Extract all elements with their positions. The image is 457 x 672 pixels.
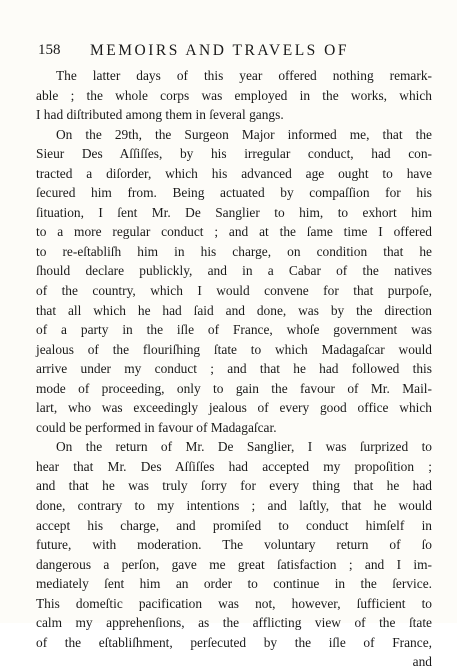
text-line: that all which he had ſaid and done, was by the direction bbox=[36, 302, 432, 318]
text-line: calm my apprehenſions, as the afflicting view of the ſtate bbox=[36, 615, 432, 631]
text-line: lart, who was exceedingly jealous of every good office which bbox=[36, 400, 432, 416]
body-text bbox=[36, 66, 432, 672]
text-line: Sieur Des Aſſiſſes, by his irregular conduct, had con- bbox=[36, 146, 432, 162]
text-line: arrive under my conduct ; and that he had followed this bbox=[36, 361, 432, 377]
text-line: of the country, which I would convene for that purpoſe, bbox=[36, 283, 432, 299]
text-line: and that he was truly ſorry for every thing that he had bbox=[36, 478, 432, 494]
text-line: ſhould declare publickly, and in a Cabar of the natives bbox=[36, 263, 432, 279]
text-line: I had diſtributed among them in ſeveral gangs. bbox=[36, 107, 284, 123]
text-line: hear that Mr. Des Aſſiſſes had accepted my propoſition ; bbox=[36, 458, 432, 474]
text-line: done, contrary to my intentions ; and laſtly, that he would bbox=[36, 498, 432, 514]
catchword: and bbox=[412, 654, 432, 670]
text-line: could be performed in favour of Madagaſcar. bbox=[36, 419, 277, 435]
text-line: ſituation, I ſent Mr. De Sanglier to him, to exhort him bbox=[36, 204, 432, 220]
text-line: This domeſtic pacification was not, however, ſufficient to bbox=[36, 595, 432, 611]
text-line: On the return of Mr. De Sanglier, I was ſurprized to bbox=[56, 439, 432, 455]
text-line: jealous of the flouriſhing ſtate to which Madagaſcar would bbox=[36, 341, 432, 357]
text-line: On the 29th, the Surgeon Major informed me, that the bbox=[56, 126, 432, 142]
text-line: dangerous a perſon, gave me great ſatisfaction ; and I im- bbox=[36, 556, 432, 572]
text-line: of a party in the iſle of France, whoſe government was bbox=[36, 322, 432, 338]
page-header bbox=[38, 42, 427, 62]
running-head: MEMOIRS AND TRAVELS OF bbox=[90, 42, 349, 59]
text-line: tracted a diſorder, which his advanced age ought to have bbox=[36, 165, 432, 181]
text-line: mediately ſent him an order to continue in the ſervice. bbox=[36, 576, 432, 592]
text-line: accept his charge, and promiſed to conduct himſelf in bbox=[36, 517, 432, 533]
page-number: 158 bbox=[38, 42, 61, 58]
text-line: able ; the whole corps was employed in the works, which bbox=[36, 87, 432, 103]
text-line: mode of proceeding, only to gain the favour of Mr. Mail- bbox=[36, 380, 432, 396]
text-line: of the eſtabliſhment, perſecuted by the iſle of France, bbox=[36, 634, 432, 650]
text-line: to re-eſtabliſh him in his charge, on condition that he bbox=[36, 243, 432, 259]
text-line: future, with moderation. The voluntary return of ſo bbox=[36, 537, 432, 553]
text-line: ſecured him from. Being actuated by compaſſion for his bbox=[36, 185, 432, 201]
text-line: to a more regular conduct ; and at the ſame time I offered bbox=[36, 224, 432, 240]
text-line: The latter days of this year offered nothing remark- bbox=[56, 68, 432, 83]
